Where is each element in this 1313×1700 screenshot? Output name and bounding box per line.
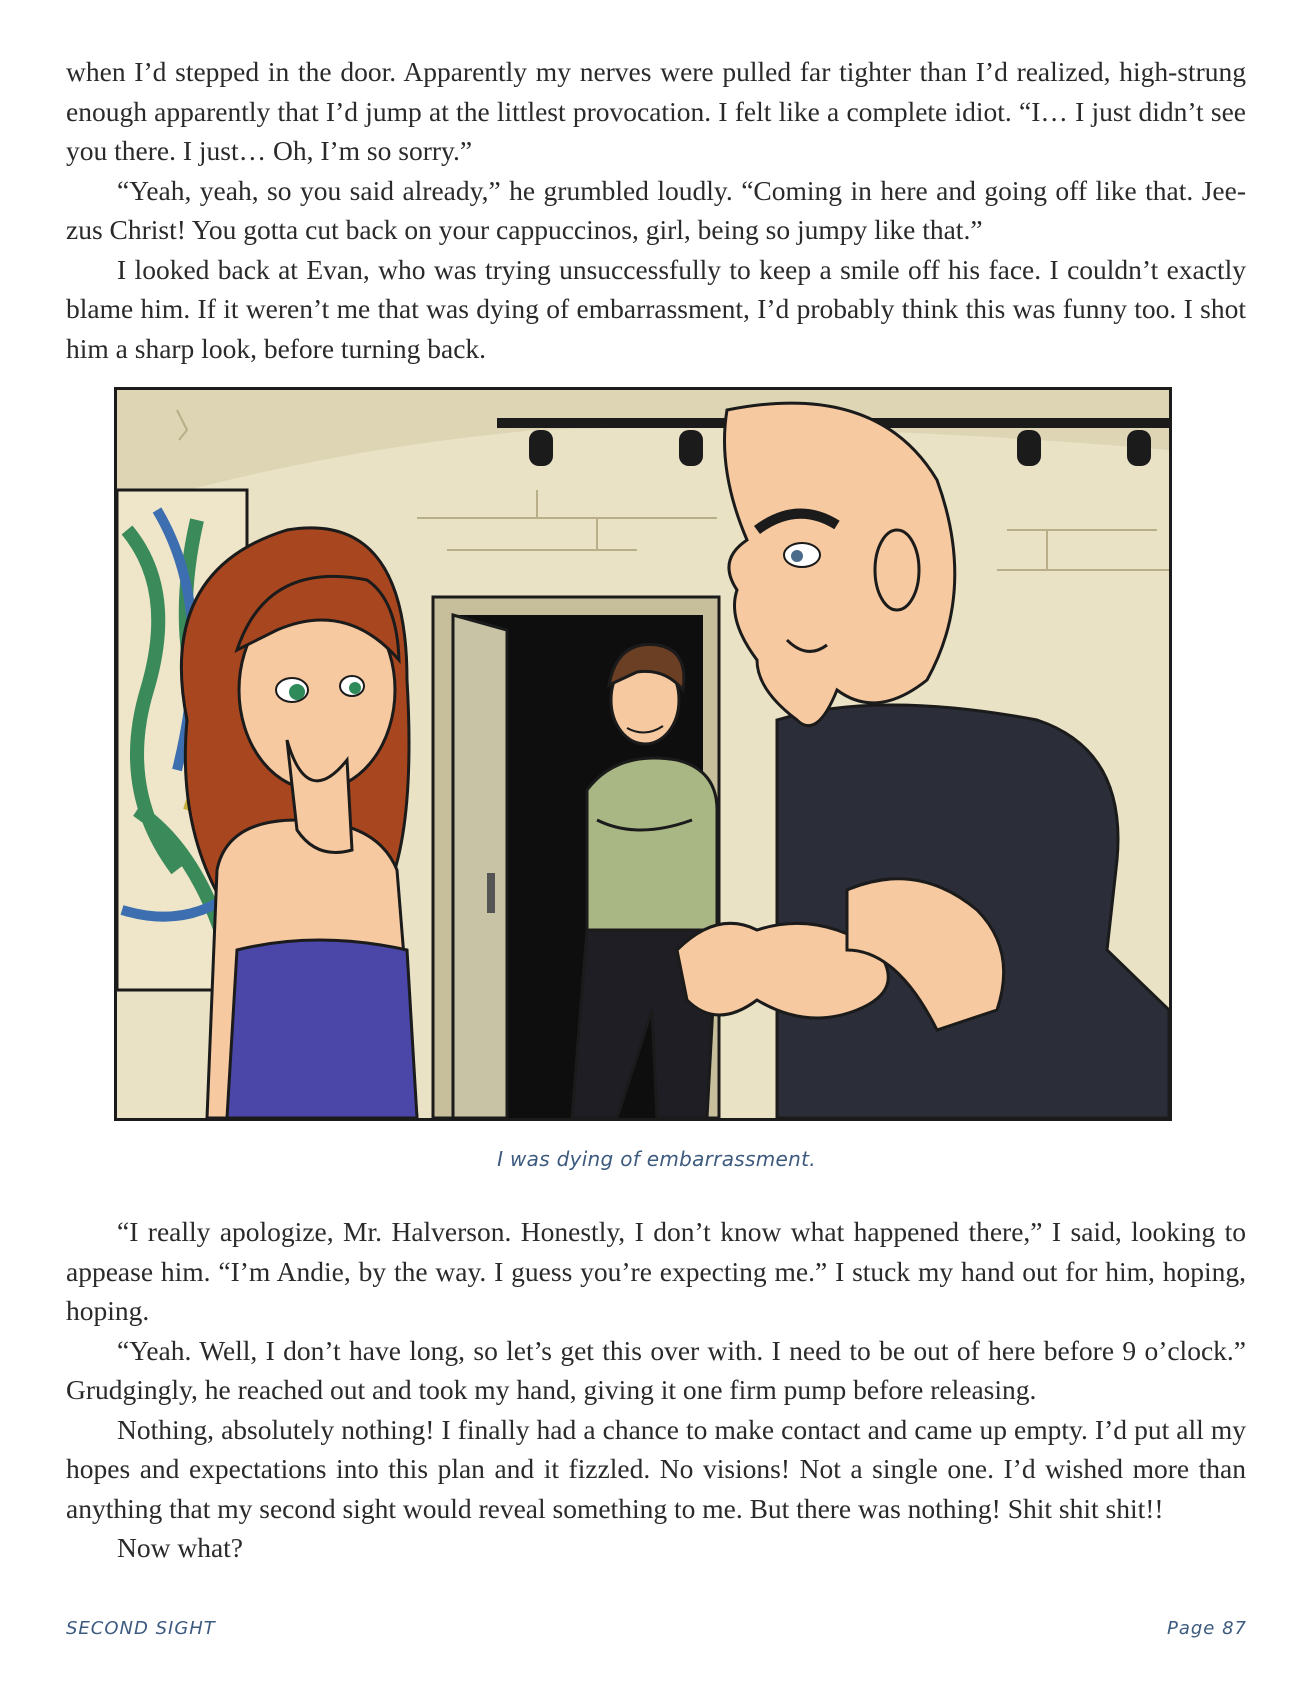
- paragraph: “I really apologize, Mr. Halverson. Honestly, I don’t know what happened there,” I said, looking to appease him. “I’m Andie, by the way. I guess you’re expecting me.” I stuck my hand out for him, hoping, hoping.: [66, 1216, 1246, 1326]
- footer-book-title: SECOND SIGHT: [66, 1618, 216, 1639]
- woman-figure: [181, 528, 417, 1118]
- bottom-text-block: [66, 1212, 1246, 1568]
- illustration-drawing: [117, 390, 1169, 1118]
- paragraph: I looked back at Evan, who was trying unsuccessfully to keep a smile off his face. I couldn’t exactly blame him. If it weren’t me that was dying of embarrassment, I’d probably think this was funny too. I shot him a sharp look, before turning back.: [66, 253, 1246, 364]
- footer-page-number: Page 87: [1166, 1618, 1247, 1639]
- paragraph: “Yeah, yeah, so you said already,” he grumbled loudly. “Coming in here and going off like that. Jee-zus Christ! You gotta cut back on your cappuccinos, girl, being so jumpy like that.”: [66, 174, 1246, 245]
- paragraph: Nothing, absolutely nothing! I finally had a chance to make contact and came up empty. I’d put all my hopes and expectations into this plan and it fizzled. No visions! Not a single one. I’d wished more than anything that my second sight would reveal something to me. But there was nothing! Shit shit shit!!: [66, 1413, 1246, 1524]
- illustration-caption: I was dying of embarrassment.: [497, 1147, 816, 1171]
- top-text-block: [66, 52, 1246, 368]
- paragraph: when I’d stepped in the door. Apparently my nerves were pulled far tighter than I’d realized, high-strung enough apparently that I’d jump at the littlest provocation. I felt like a complete idiot. “I… I just didn’t see you there. I just… Oh, I’m so sorry.”: [66, 56, 1246, 166]
- comic-illustration: [114, 387, 1172, 1121]
- open-door: [453, 615, 507, 1118]
- paragraph: Now what?: [117, 1532, 244, 1563]
- paragraph: “Yeah. Well, I don’t have long, so let’s get this over with. I need to be out of here before 9 o’clock.” Grudgingly, he reached out and took my hand, giving it one firm pump before releasing.: [66, 1334, 1246, 1405]
